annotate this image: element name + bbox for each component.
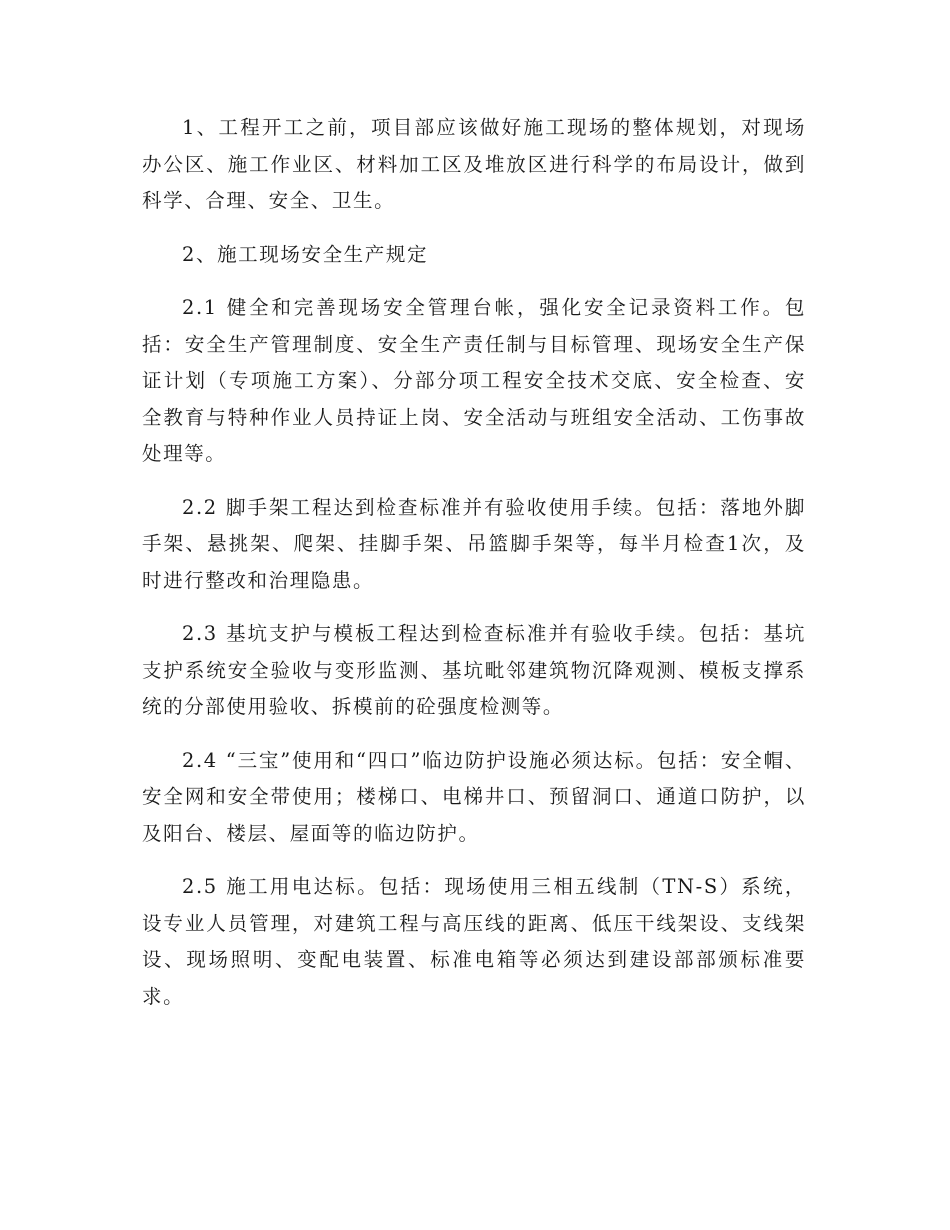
paragraph-2-2: 2.2 脚手架工程达到检查标准并有验收使用手续。包括：落地外脚手架、悬挑架、爬架、挂脚手架、吊篮脚手架等，每半月检查1次，及时进行整改和治理隐患。 (142, 495, 806, 592)
paragraph-2-5: 2.5 施工用电达标。包括：现场使用三相五线制（TN-S）系统，设专业人员管理，对建筑工程与高压线的距离、低压干线架设、支线架设、现场照明、变配电装置、标准电箱等必须达到建设部部颁标准要求。 (142, 875, 806, 1008)
paragraph-2: 2、施工现场安全生产规定 (181, 242, 429, 266)
paragraph-2-3: 2.3 基坑支护与模板工程达到检查标准并有验收手续。包括：基坑支护系统安全验收与变形监测、基坑毗邻建筑物沉降观测、模板支撑系统的分部使用验收、拆模前的砼强度检测等。 (142, 622, 806, 718)
document-body (142, 110, 806, 1032)
paragraph-2-1: 2.1 健全和完善现场安全管理台帐，强化安全记录资料工作。包括：安全生产管理制度、安全生产责任制与目标管理、现场安全生产保证计划（专项施工方案）、分部分项工程安全技术交底、安全检查、安全教育与特种作业人员持证上岗、安全活动与班组安全活动、工伤事故处理等。 (142, 296, 806, 465)
paragraph-1: 1、工程开工之前，项目部应该做好施工现场的整体规划，对现场办公区、施工作业区、材料加工区及堆放区进行科学的布局设计，做到科学、合理、安全、卫生。 (142, 116, 806, 212)
paragraph-2-4: 2.4 “三宝”使用和“四口”临边防护设施必须达标。包括：安全帽、安全网和安全带使用；楼梯口、电梯井口、预留洞口、通道口防护，以及阳台、楼层、屋面等的临边防护。 (142, 748, 806, 845)
